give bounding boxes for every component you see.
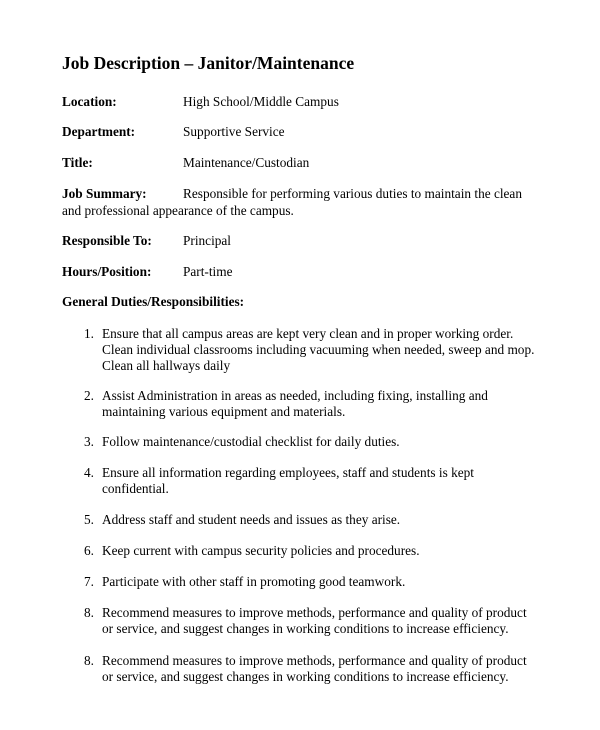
field-value: Principal: [183, 233, 232, 248]
field-label: Location:: [62, 94, 117, 109]
list-item-number: 6.: [84, 543, 94, 558]
list-item-line: or service, and suggest changes in working conditions to increase efficiency.: [102, 669, 509, 684]
field-value: Supportive Service: [183, 124, 285, 139]
list-item-line: Clean individual classrooms including vacuuming when needed, sweep and mop.: [102, 342, 535, 357]
list-item-number: 3.: [84, 434, 94, 449]
duties-heading: General Duties/Responsibilities:: [62, 294, 245, 309]
list-item-text: [102, 512, 550, 528]
list-item-number: 5.: [84, 512, 94, 527]
list-item-number: 7.: [84, 574, 94, 589]
page-title: Job Description – Janitor/Maintenance: [62, 53, 355, 73]
field-value: High School/Middle Campus: [183, 94, 339, 109]
field-label: Hours/Position:: [62, 264, 152, 279]
list-item-number: 8.: [84, 605, 94, 620]
list-item-text: [102, 605, 550, 637]
list-item-number: 4.: [84, 465, 94, 480]
list-item-line: Recommend measures to improve methods, performance and quality of product: [102, 653, 527, 668]
list-item-line: Keep current with campus security policies and procedures.: [102, 543, 420, 558]
list-item-text: [102, 326, 550, 374]
list-item-line: Ensure all information regarding employees, staff and students is kept: [102, 465, 474, 480]
list-item-line: maintaining various equipment and materials.: [102, 404, 346, 419]
list-item-text: [102, 653, 550, 685]
list-item-text: [102, 574, 550, 590]
list-item-line: Participate with other staff in promoting good teamwork.: [102, 574, 406, 589]
field-label: Title:: [62, 155, 93, 170]
list-item-text: [102, 465, 550, 497]
list-item-line: or service, and suggest changes in working conditions to increase efficiency.: [102, 621, 509, 636]
field-label: Responsible To:: [62, 233, 152, 248]
list-item-line: Clean all hallways daily: [102, 358, 231, 373]
list-item-line: Ensure that all campus areas are kept very clean and in proper working order.: [102, 326, 514, 341]
list-item-text: [102, 434, 550, 450]
list-item-line: confidential.: [102, 481, 169, 496]
summary-text-line1: Responsible for performing various duties to maintain the clean: [183, 186, 522, 201]
list-item-text: [102, 388, 550, 420]
list-item-number: 2.: [84, 388, 94, 403]
list-item-line: Assist Administration in areas as needed, including fixing, installing and: [102, 388, 488, 403]
list-item-line: Recommend measures to improve methods, performance and quality of product: [102, 605, 527, 620]
list-item-text: [102, 543, 550, 559]
field-label: Department:: [62, 124, 136, 139]
field-value: Maintenance/Custodian: [183, 155, 310, 170]
field-value: Part-time: [183, 264, 233, 279]
field-label: Job Summary:: [62, 186, 147, 201]
list-item-number: 8.: [84, 653, 94, 668]
summary-text-line2: and professional appearance of the campus.: [62, 203, 294, 218]
list-item-line: Address staff and student needs and issues as they arise.: [102, 512, 401, 527]
job-summary: [62, 186, 542, 219]
list-item-number: 1.: [84, 326, 94, 341]
list-item-line: Follow maintenance/custodial checklist for daily duties.: [102, 434, 400, 449]
